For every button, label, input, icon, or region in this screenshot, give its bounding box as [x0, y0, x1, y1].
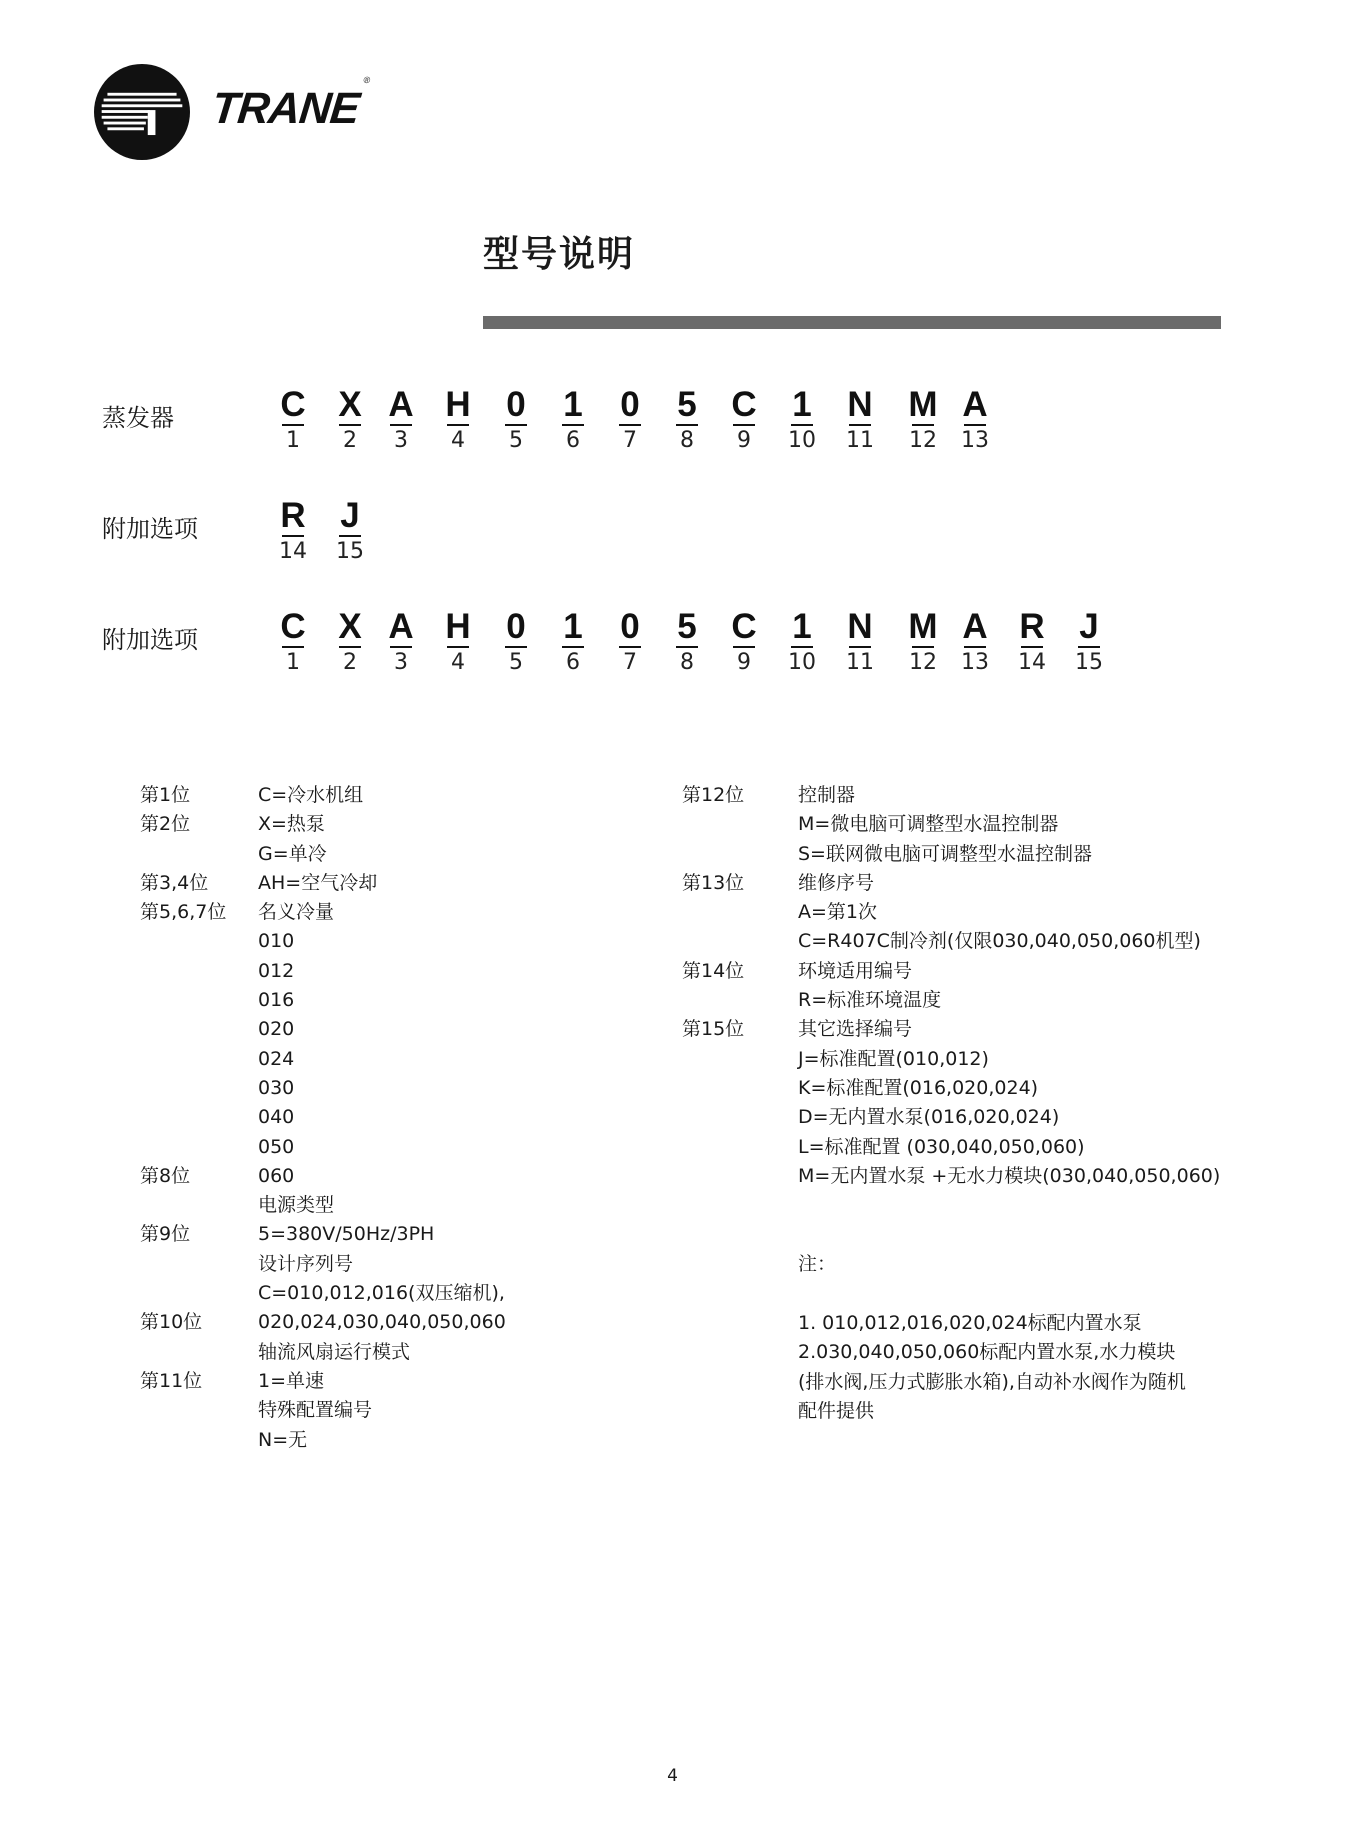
- code-char: N: [847, 607, 873, 646]
- code-position-number: 4: [451, 428, 465, 453]
- code-char: M: [908, 385, 938, 424]
- spec-position-label: [140, 1074, 226, 1103]
- code-char: 0: [620, 385, 640, 424]
- code-position-number: 9: [737, 650, 751, 675]
- code-char: 1: [563, 607, 583, 646]
- spec-value: 设计序列号: [258, 1252, 354, 1275]
- code-position-number: 9: [737, 428, 751, 453]
- spec-position-label: 第9位: [140, 1223, 191, 1246]
- spec-position-label: [140, 1045, 226, 1074]
- spec-position-label: [140, 1250, 226, 1279]
- code-char-cell: [268, 386, 318, 456]
- code-char-cell: [662, 386, 712, 456]
- spec-right-values: [798, 781, 1220, 1191]
- spec-position-label: [140, 1338, 226, 1367]
- spec-position-label: 第3,4位: [140, 871, 209, 894]
- code-char: 5: [677, 385, 697, 424]
- spec-value: S=联网微电脑可调整型水温控制器: [798, 842, 1092, 865]
- code-char: R: [1019, 607, 1045, 646]
- spec-value: 010: [258, 930, 295, 953]
- spec-left-labels: [140, 781, 226, 1426]
- code-char-cell: [719, 386, 769, 456]
- spec-value: 060: [258, 1164, 295, 1187]
- code-char: C: [731, 385, 757, 424]
- code-char-cell: [268, 497, 318, 567]
- code-char-cell: [548, 386, 598, 456]
- notes-body: [798, 1309, 1186, 1426]
- code-position-number: 2: [343, 428, 357, 453]
- code-position-number: 11: [846, 650, 874, 675]
- spec-value: AH=空气冷却: [258, 871, 378, 894]
- code-char-cell: [548, 608, 598, 678]
- spec-position-label: 第14位: [682, 959, 745, 982]
- spec-value: 040: [258, 1106, 295, 1129]
- code-position-number: 4: [451, 650, 465, 675]
- spec-position-label: [140, 1191, 226, 1220]
- note-line: 配件提供: [798, 1399, 875, 1422]
- spec-value: 电源类型: [258, 1194, 335, 1217]
- code-char-cell: [325, 497, 375, 567]
- code-char-cell: [835, 386, 885, 456]
- code-char-cell: [777, 608, 827, 678]
- spec-position-label: [682, 898, 744, 927]
- note-line: 2.030,040,050,060标配内置水泵,水力模块: [798, 1341, 1176, 1364]
- spec-position-label: 第1位: [140, 784, 191, 806]
- code-position-number: 10: [788, 650, 816, 675]
- spec-value: 1=单速: [258, 1369, 325, 1392]
- code-char: A: [388, 607, 414, 646]
- code-char: H: [445, 607, 471, 646]
- spec-position-label: 第11位: [140, 1369, 203, 1392]
- title-rule: [483, 316, 1221, 329]
- spec-position-label: [682, 927, 744, 956]
- spec-position-label: [140, 1279, 226, 1308]
- code-position-number: 8: [680, 428, 694, 453]
- spec-value: 轴流风扇运行模式: [258, 1340, 411, 1363]
- spec-left-values: [258, 781, 506, 1455]
- spec-position-label: [140, 1015, 226, 1044]
- spec-position-label: 第2位: [140, 813, 191, 836]
- code-char-cell: [491, 608, 541, 678]
- spec-value: 其它选择编号: [798, 1018, 913, 1041]
- code-char-cell: [433, 386, 483, 456]
- code-char-cell: [1064, 608, 1114, 678]
- spec-value: 5=380V/50Hz/3PH: [258, 1223, 435, 1246]
- code-row-label: 附加选项: [102, 626, 198, 654]
- spec-position-label: 第12位: [682, 784, 745, 806]
- code-char-cell: [950, 608, 1000, 678]
- spec-position-label: [682, 986, 744, 1015]
- code-position-number: 6: [566, 650, 580, 675]
- code-position-number: 8: [680, 650, 694, 675]
- code-position-number: 1: [286, 650, 300, 675]
- code-char-cell: [1007, 608, 1057, 678]
- code-position-number: 7: [623, 428, 637, 453]
- code-char: H: [445, 385, 471, 424]
- spec-value: 050: [258, 1135, 295, 1158]
- spec-value: R=标准环境温度: [798, 989, 942, 1012]
- spec-value: K=标准配置(016,020,024): [798, 1076, 1039, 1099]
- spec-position-label: 第8位: [140, 1164, 191, 1187]
- code-position-number: 1: [286, 428, 300, 453]
- code-position-number: 3: [394, 428, 408, 453]
- trane-logo-icon: [94, 64, 190, 160]
- code-char: X: [338, 385, 362, 424]
- spec-value: C=010,012,016(双压缩机),: [258, 1282, 505, 1305]
- spec-position-label: 第10位: [140, 1311, 203, 1334]
- page-title: 型号说明: [483, 234, 636, 275]
- spec-value: 030: [258, 1076, 295, 1099]
- code-position-number: 15: [1075, 650, 1103, 675]
- spec-position-label: 第13位: [682, 871, 745, 894]
- spec-value: 012: [258, 959, 295, 982]
- code-char-cell: [898, 386, 948, 456]
- code-char: 1: [792, 607, 812, 646]
- spec-value: M=无内置水泵 +无水力模块(030,040,050,060): [798, 1164, 1221, 1187]
- code-char: A: [962, 607, 988, 646]
- spec-value: N=无: [258, 1428, 308, 1451]
- code-position-number: 3: [394, 650, 408, 675]
- spec-position-label: [140, 1396, 226, 1425]
- spec-value: 020,024,030,040,050,060: [258, 1311, 506, 1334]
- code-position-number: 5: [509, 650, 523, 675]
- code-char: R: [280, 496, 306, 535]
- code-position-number: 13: [961, 650, 989, 675]
- code-char-cell: [605, 608, 655, 678]
- spec-position-label: [682, 840, 744, 869]
- spec-value: A=第1次: [798, 901, 878, 924]
- code-char-cell: [898, 608, 948, 678]
- page-number: 4: [667, 1766, 678, 1786]
- spec-value: J=标准配置(010,012): [798, 1047, 989, 1070]
- code-char: C: [731, 607, 757, 646]
- spec-position-label: [140, 957, 226, 986]
- spec-value: 016: [258, 989, 295, 1012]
- code-char: C: [280, 385, 306, 424]
- code-char-cell: [376, 608, 426, 678]
- code-char: J: [1079, 607, 1099, 646]
- code-char: 1: [792, 385, 812, 424]
- code-position-number: 14: [279, 539, 307, 564]
- code-position-number: 10: [788, 428, 816, 453]
- code-char: A: [962, 385, 988, 424]
- spec-position-label: 第15位: [682, 1018, 745, 1041]
- code-position-number: 12: [909, 650, 937, 675]
- code-char: M: [908, 607, 938, 646]
- code-char: 0: [506, 607, 526, 646]
- code-char: A: [388, 385, 414, 424]
- code-char-cell: [719, 608, 769, 678]
- spec-value: M=微电脑可调整型水温控制器: [798, 813, 1059, 836]
- code-position-number: 7: [623, 650, 637, 675]
- spec-position-label: [140, 986, 226, 1015]
- code-char: X: [338, 607, 362, 646]
- spec-value: 024: [258, 1047, 295, 1070]
- spec-value: 控制器: [798, 784, 856, 806]
- code-char-cell: [325, 608, 375, 678]
- spec-position-label: [140, 1103, 226, 1132]
- code-char-cell: [325, 386, 375, 456]
- spec-value: 环境适用编号: [798, 959, 913, 982]
- code-char-cell: [835, 608, 885, 678]
- note-line: (排水阀,压力式膨胀水箱),自动补水阀作为随机: [798, 1370, 1186, 1393]
- spec-position-label: [140, 1133, 226, 1162]
- spec-value: C=冷水机组: [258, 784, 364, 806]
- code-char: C: [280, 607, 306, 646]
- code-position-number: 15: [336, 539, 364, 564]
- code-position-number: 6: [566, 428, 580, 453]
- spec-value: X=热泵: [258, 813, 325, 836]
- code-char-cell: [491, 386, 541, 456]
- code-char-cell: [433, 608, 483, 678]
- code-char: 0: [506, 385, 526, 424]
- code-char-cell: [777, 386, 827, 456]
- code-char-cell: [605, 386, 655, 456]
- code-position-number: 14: [1018, 650, 1046, 675]
- spec-value: G=单冷: [258, 842, 327, 865]
- spec-value: 020: [258, 1018, 295, 1041]
- code-position-number: 12: [909, 428, 937, 453]
- note-line: 1. 010,012,016,020,024标配内置水泵: [798, 1312, 1142, 1334]
- spec-value: 维修序号: [798, 871, 875, 894]
- code-char: 0: [620, 607, 640, 646]
- code-position-number: 11: [846, 428, 874, 453]
- code-char-cell: [662, 608, 712, 678]
- code-char: J: [340, 496, 360, 535]
- spec-value: L=标准配置 (030,040,050,060): [798, 1135, 1085, 1158]
- code-position-number: 13: [961, 428, 989, 453]
- code-char: 1: [563, 385, 583, 424]
- code-char-cell: [376, 386, 426, 456]
- spec-value: 名义冷量: [258, 901, 335, 924]
- spec-position-label: [140, 840, 226, 869]
- notes-heading: 注：: [798, 1253, 837, 1275]
- code-position-number: 2: [343, 650, 357, 675]
- code-position-number: 5: [509, 428, 523, 453]
- spec-position-label: [140, 927, 226, 956]
- code-char: 5: [677, 607, 697, 646]
- spec-value: 特殊配置编号: [258, 1399, 373, 1422]
- code-char-cell: [950, 386, 1000, 456]
- spec-right-labels: [682, 781, 744, 1045]
- spec-position-label: [682, 810, 744, 839]
- spec-position-label: 第5,6,7位: [140, 901, 227, 924]
- brand-wordmark: TRANE®: [209, 75, 370, 133]
- spec-value: D=无内置水泵(016,020,024): [798, 1106, 1060, 1129]
- code-row-label: 蒸发器: [102, 404, 174, 432]
- spec-value: C=R407C制冷剂(仅限030,040,050,060机型): [798, 930, 1201, 953]
- code-char-cell: [268, 608, 318, 678]
- code-char: N: [847, 385, 873, 424]
- code-row-label: 附加选项: [102, 515, 198, 543]
